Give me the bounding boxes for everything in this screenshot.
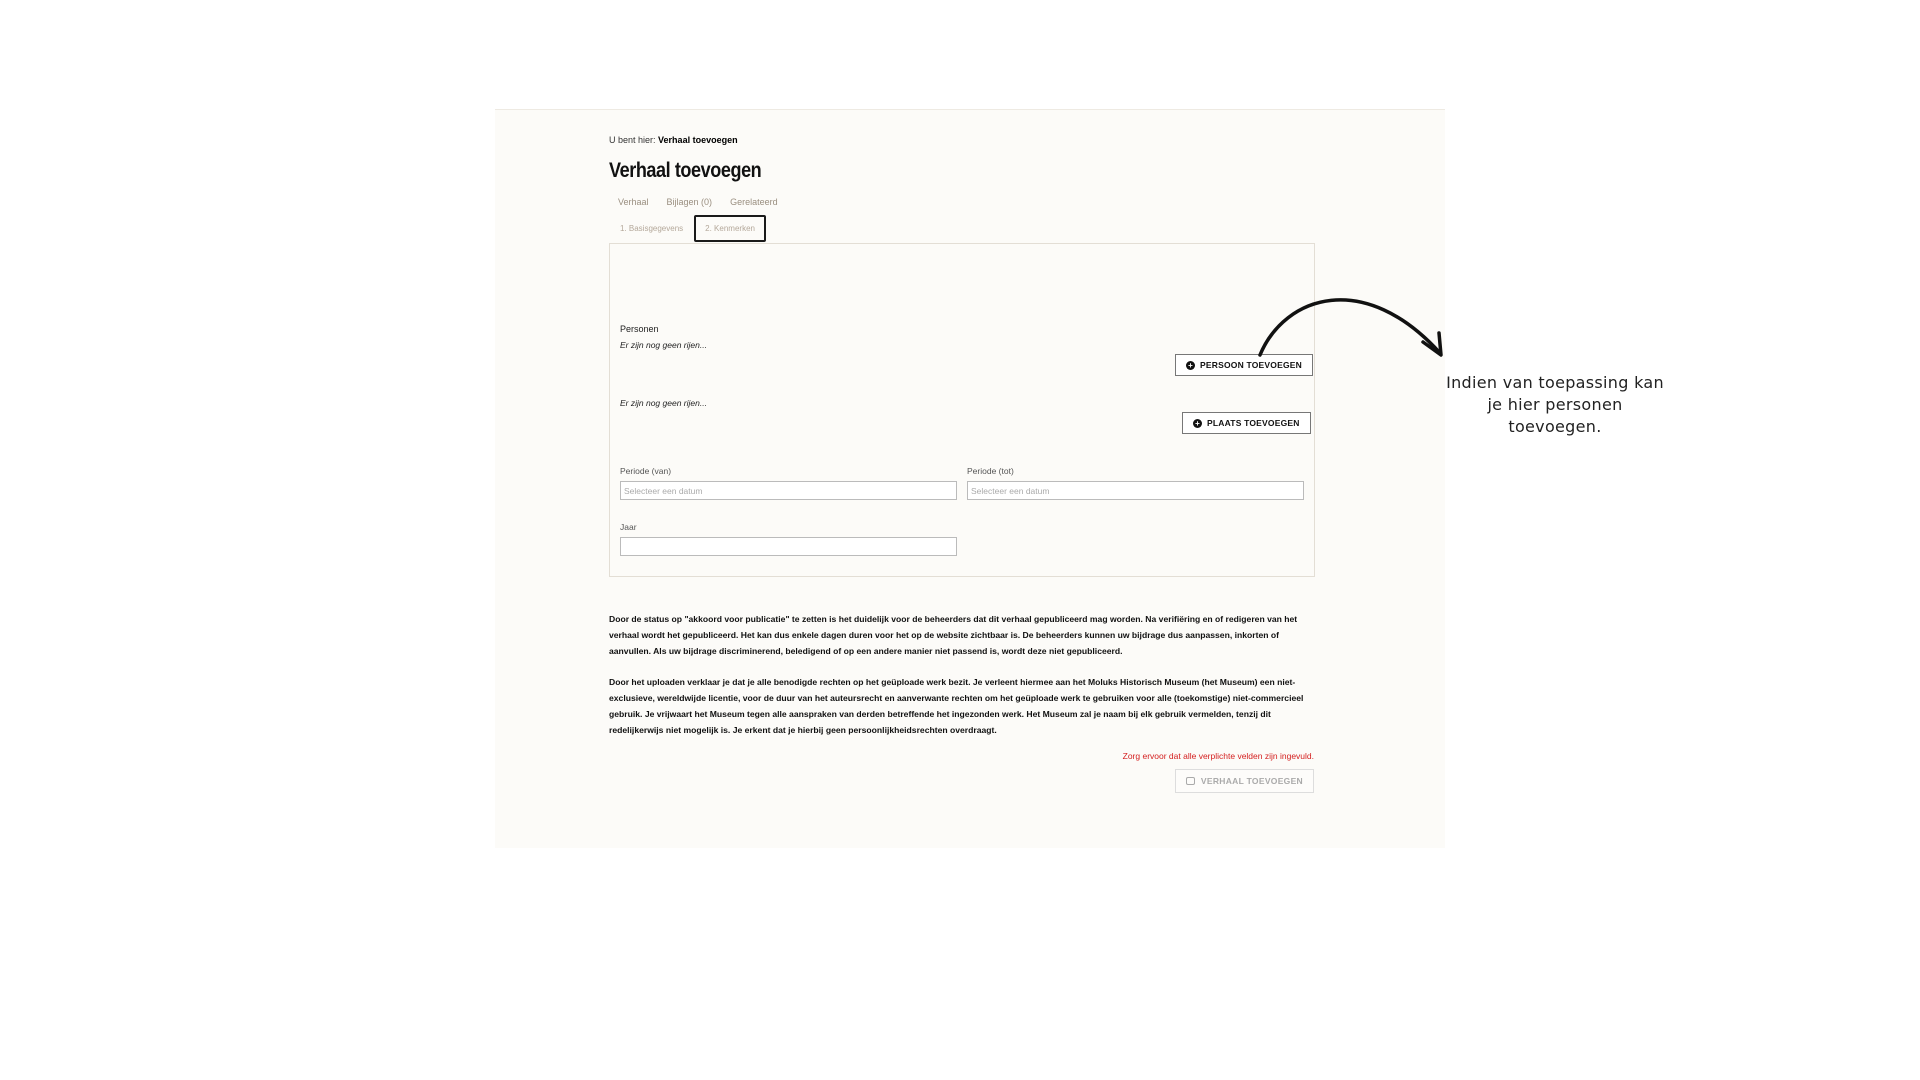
kenmerken-form-panel — [609, 243, 1315, 577]
periode-van-input[interactable] — [620, 481, 957, 500]
add-place-label: PLAATS TOEVOEGEN — [1207, 418, 1300, 428]
publication-notice: Door de status op "akkoord voor publicatie" te zetten is het duidelijk voor de beheerders dat dit verhaal gepubliceerd mag worden. Na verifiëring en of redigeren van het verhaal wordt het gepubliceerd. Het kan dus enkele dagen duren voor het op de website zichtbaar is. De beheerders kunnen uw bijdrage dus aanpassen, inkorten of aanvullen. Als uw bijdrage discriminerend, beledigend of op een andere manier niet passend is, wordt deze niet gepubliceerd. — [609, 614, 1298, 656]
periode-tot-input[interactable] — [967, 481, 1304, 500]
validation-error: Zorg ervoor dat alle verplichte velden zijn ingevuld. — [1122, 751, 1314, 761]
jaar-label: Jaar — [620, 522, 637, 532]
main-tabs — [609, 197, 1314, 207]
page-content — [609, 135, 1314, 793]
add-place-button[interactable] — [1182, 412, 1311, 434]
annotation-line-2: je hier personen toevoegen. — [1487, 395, 1623, 436]
embedded-screenshot — [495, 109, 1445, 848]
breadcrumb-current[interactable]: Verhaal toevoegen — [658, 135, 738, 145]
submit-row — [609, 769, 1314, 793]
submit-story-label: VERHAAL TOEVOEGEN — [1200, 776, 1303, 786]
tab-gerelateerd[interactable]: Gerelateerd — [730, 197, 778, 207]
plus-circle-icon: + — [1186, 361, 1195, 370]
plus-circle-icon: + — [1193, 419, 1202, 428]
tab-kenmerken[interactable]: 2. Kenmerken — [694, 215, 766, 242]
breadcrumb — [609, 135, 1314, 145]
license-notice: Door het uploaden verklaar je dat je alle benodigde rechten op het geüploade werk bezit. Je verleent hiermee aan het Moluks Historisch Museum (het Museum) een niet-exclusieve, wereldwijde licentie, voor de duur van het auteursrecht en aanverwante rechten om het geüploade werk te gebruiken voor alle (toekomstige) niet-commercieel gebruik. Je vrijwaart het Museum tegen alle aanspraken van derden betreffende het ingezonden werk. Het Museum zal je naam bij elk gebruik vermelden, tenzij dit redelijkerwijs niet mogelijk is. Je erkent dat je hierbij geen persoonlijkheidsrechten overdraagt. — [609, 677, 1304, 735]
periode-van-label: Periode (van) — [620, 466, 672, 476]
breadcrumb-prefix: U bent hier: — [609, 135, 656, 145]
personen-label: Personen — [620, 324, 659, 334]
tab-basisgegevens[interactable]: 1. Basisgegevens — [620, 224, 684, 233]
tab-bijlagen[interactable]: Bijlagen (0) — [666, 197, 713, 207]
jaar-input[interactable] — [620, 537, 957, 556]
tab-verhaal[interactable]: Verhaal — [618, 197, 649, 207]
arrow-curve — [1260, 300, 1440, 355]
annotation-text — [1440, 372, 1670, 438]
sub-tabs — [609, 215, 1314, 242]
legal-text — [609, 611, 1314, 738]
submit-story-button[interactable] — [1175, 769, 1314, 793]
add-person-label: PERSOON TOEVOEGEN — [1200, 360, 1302, 370]
plaatsen-empty-text: Er zijn nog geen rijen... — [620, 398, 707, 408]
save-icon — [1186, 777, 1195, 785]
periode-tot-label: Periode (tot) — [967, 466, 1014, 476]
annotation-line-1: Indien van toepassing kan — [1446, 373, 1664, 392]
personen-empty-text: Er zijn nog geen rijen... — [620, 340, 707, 350]
annotation-arrow — [1255, 285, 1455, 365]
page-title: Verhaal toevoegen — [609, 159, 762, 182]
